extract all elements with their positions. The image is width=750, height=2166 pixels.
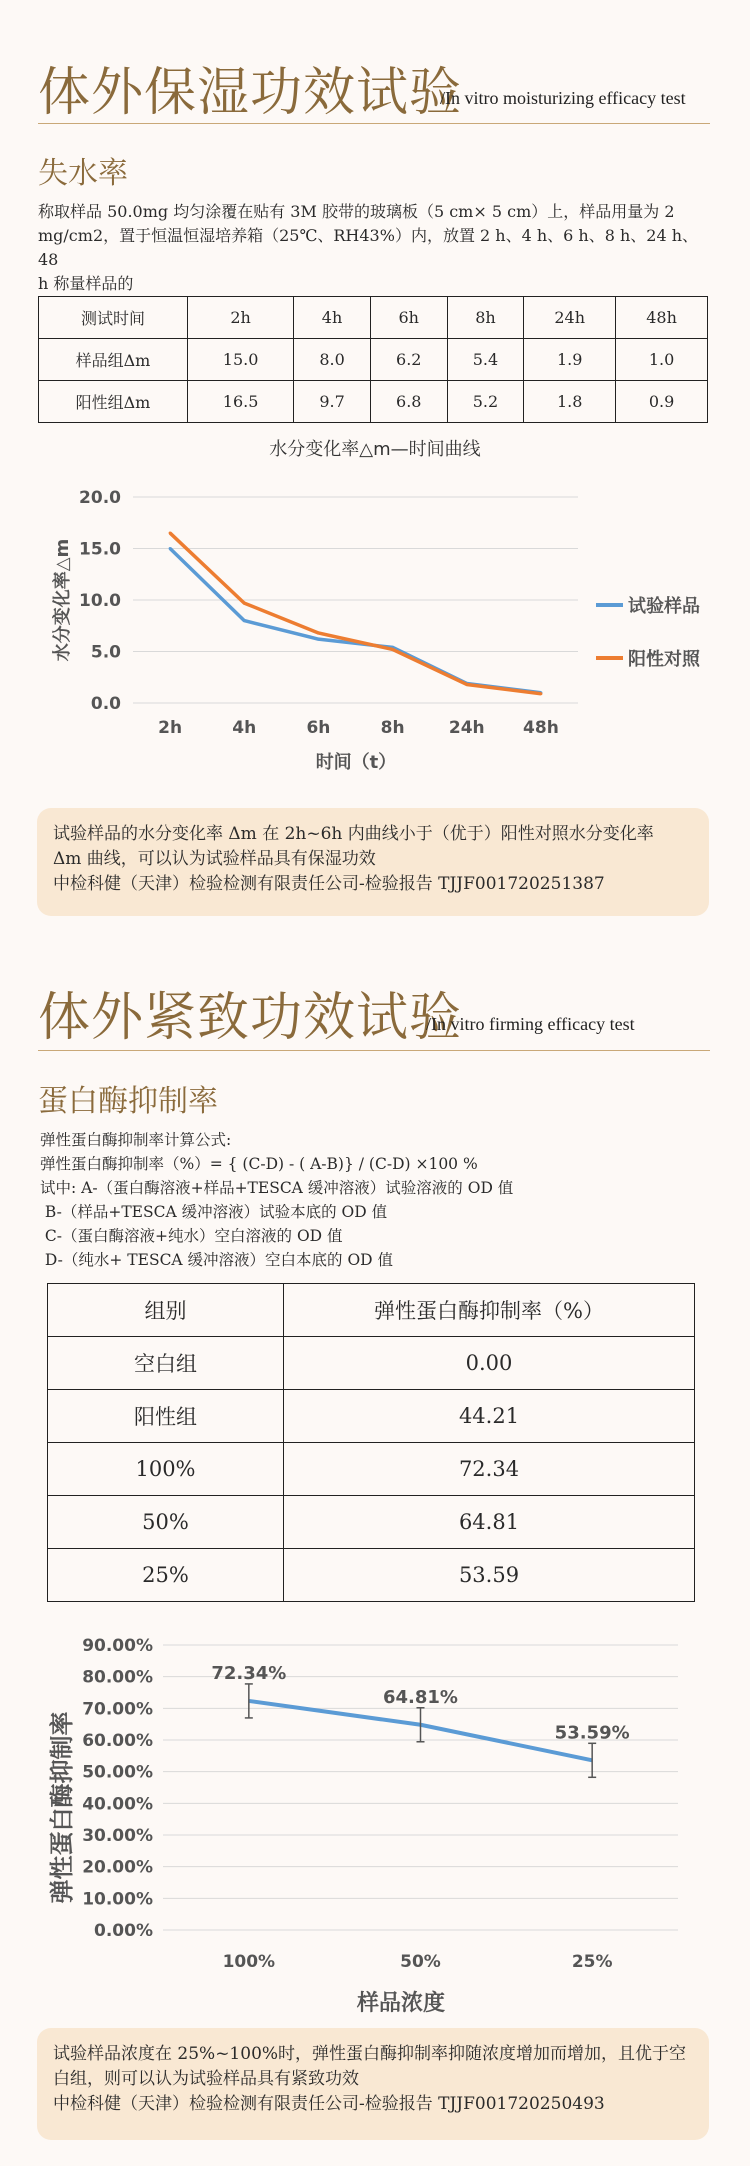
table-header-cell: 测试时间 (39, 297, 188, 339)
table-cell: 阳性组Δm (39, 381, 188, 423)
y-tick-label: 30.00% (82, 1826, 153, 1846)
firm-divider (38, 1050, 710, 1051)
table-header-row (39, 297, 708, 339)
table-cell: 9.7 (294, 381, 371, 423)
data-point (539, 692, 542, 695)
formula-line: 试中: A-（蛋白酶溶液+样品+TESCA 缓冲溶液）试验溶液的 OD 值 (40, 1179, 514, 1197)
note-line: 试验样品浓度在 25%~100%时，弹性蛋白酶抑制率抑随浓度增加而增加，且优于空 (53, 2044, 687, 2064)
x-tick-label: 6h (306, 718, 331, 738)
table-row (48, 1443, 695, 1496)
data-label: 53.59% (554, 1722, 630, 1744)
firm-conclusion (37, 2028, 709, 2140)
formula-line: 弹性蛋白酶抑制率（%）= { (C-D) - ( A-B)} / (C-D) ×100 % (40, 1155, 478, 1173)
y-tick-label: 10.0 (79, 591, 121, 611)
table-header-cell: 8h (447, 297, 524, 339)
legend-label: 试验样品 (628, 596, 700, 617)
firm-subtitle: 蛋白酶抑制率 (38, 1084, 218, 1119)
inhibition-chart (38, 1618, 718, 2018)
data-point (317, 631, 320, 634)
moist-description (38, 200, 718, 296)
y-tick-label: 20.00% (82, 1857, 153, 1878)
note-line: 中检科健（天津）检验检测有限责任公司-检验报告 TJJF001720251387 (53, 874, 605, 894)
firm-table (47, 1283, 695, 1602)
series-line-1 (170, 549, 541, 693)
moist-desc-line: h 称量样品的 (38, 274, 134, 293)
table-cell: 15.0 (188, 339, 294, 381)
moist-title: 体外保湿功效试验 (38, 63, 463, 123)
y-axis-label: 弹性蛋白酶抑制率 (48, 1711, 76, 1904)
table-cell: 53.59 (284, 1549, 695, 1602)
table-row (48, 1390, 695, 1443)
y-tick-label: 60.00% (82, 1731, 153, 1751)
y-tick-label: 10.00% (82, 1889, 153, 1910)
x-axis-label: 时间（t） (315, 752, 397, 773)
note-line: 中检科健（天津）检验检测有限责任公司-检验报告 TJJF001720250493 (53, 2094, 605, 2114)
data-point (317, 638, 320, 641)
note-line: Δm 曲线，可以认为试验样品具有保湿功效 (53, 849, 376, 869)
table-cell: 0.00 (284, 1337, 695, 1390)
y-tick-label: 20.0 (79, 488, 121, 508)
note-line: 白组，则可以认为试验样品具有紧致功效 (53, 2069, 359, 2089)
chart-title: 水分变化率△m—时间曲线 (269, 439, 481, 460)
y-tick-label: 0.00% (94, 1921, 153, 1941)
table-header-cell: 24h (524, 297, 616, 339)
y-tick-label: 40.00% (82, 1794, 153, 1815)
table-cell: 44.21 (284, 1390, 695, 1443)
y-tick-label: 90.00% (82, 1636, 153, 1656)
y-tick-label: 0.0 (90, 694, 121, 714)
moist-title-en: /In vitro moisturizing efficacy test (440, 88, 686, 108)
table-cell: 8.0 (294, 339, 371, 381)
table-row (48, 1549, 695, 1602)
table-cell: 6.2 (370, 339, 447, 381)
table-cell: 16.5 (188, 381, 294, 423)
formula-line: B-（样品+TESCA 缓冲溶液）试验本底的 OD 值 (40, 1203, 388, 1221)
table-header-cell: 6h (370, 297, 447, 339)
firm-title-en: /In vitro firming efficacy test (426, 1014, 635, 1034)
x-tick-label: 24h (448, 718, 485, 738)
y-tick-label: 80.00% (82, 1667, 153, 1688)
table-header-cell: 组别 (48, 1284, 284, 1337)
formula-line: D-（纯水+ TESCA 缓冲溶液）空白本底的 OD 值 (40, 1251, 394, 1269)
table-cell: 1.8 (524, 381, 616, 423)
table-row (48, 1496, 695, 1549)
data-point (465, 683, 468, 686)
table-cell: 50% (48, 1496, 284, 1549)
x-tick-label: 50% (400, 1952, 441, 1972)
moist-conclusion (37, 808, 709, 916)
x-axis-label: 样品浓度 (356, 1991, 446, 2016)
table-cell: 1.9 (524, 339, 616, 381)
formula-line: C-（蛋白酶溶液+纯水）空白溶液的 OD 值 (40, 1227, 343, 1245)
y-tick-label: 15.0 (79, 539, 121, 560)
table-row (48, 1337, 695, 1390)
table-cell: 样品组Δm (39, 339, 188, 381)
data-label: 64.81% (383, 1686, 458, 1708)
data-point (169, 547, 172, 550)
y-tick-label: 5.0 (90, 642, 121, 663)
x-tick-label: 2h (158, 718, 183, 738)
table-header-cell: 4h (294, 297, 371, 339)
table-cell: 25% (48, 1549, 284, 1602)
table-header-cell: 2h (188, 297, 294, 339)
firm-title: 体外紧致功效试验 (38, 988, 463, 1048)
x-tick-label: 25% (571, 1952, 613, 1972)
x-tick-label: 4h (232, 718, 257, 738)
data-point (243, 602, 246, 605)
note-line: 试验样品的水分变化率 Δm 在 2h~6h 内曲线小于（优于）阳性对照水分变化率 (53, 824, 654, 844)
data-point (169, 532, 172, 535)
table-cell: 72.34 (284, 1443, 695, 1496)
x-tick-label: 48h (523, 718, 559, 738)
x-tick-label: 100% (222, 1952, 276, 1972)
moist-subtitle: 失水率 (38, 156, 128, 191)
moist-desc-line: mg/cm2，置于恒温恒湿培养箱（25℃、RH43%）内，放置 2 h、4 h、6 h、8 h、24 h、48 (38, 226, 699, 269)
series-line-2 (170, 533, 541, 694)
y-tick-label: 50.00% (82, 1762, 153, 1783)
formula-line: 弹性蛋白酶抑制率计算公式: (40, 1131, 232, 1149)
table-cell: 5.4 (447, 339, 524, 381)
y-tick-label: 70.00% (82, 1699, 153, 1720)
y-axis-label: 水分变化率△m (52, 538, 73, 662)
table-row (39, 381, 708, 423)
table-cell: 阳性组 (48, 1390, 284, 1443)
table-cell: 100% (48, 1443, 284, 1496)
firm-formula (40, 1128, 720, 1272)
table-cell: 1.0 (616, 339, 708, 381)
moist-divider (38, 123, 710, 124)
data-label: 72.34% (211, 1662, 287, 1684)
moist-table (38, 296, 708, 423)
table-cell: 5.2 (447, 381, 524, 423)
data-point (243, 619, 246, 622)
table-header-cell: 弹性蛋白酶抑制率（%） (284, 1284, 695, 1337)
data-point (391, 648, 394, 651)
table-cell: 64.81 (284, 1496, 695, 1549)
table-header-row (48, 1284, 695, 1337)
table-cell: 空白组 (48, 1337, 284, 1390)
x-tick-label: 8h (380, 718, 405, 738)
table-cell: 0.9 (616, 381, 708, 423)
legend-label: 阳性对照 (628, 649, 700, 670)
table-cell: 6.8 (370, 381, 447, 423)
moisture-chart (38, 435, 718, 780)
table-row (39, 339, 708, 381)
table-header-cell: 48h (616, 297, 708, 339)
moist-desc-line: 称取样品 50.0mg 均匀涂覆在贴有 3M 胶带的玻璃板（5 cm× 5 cm）上，样品用量为 2 (38, 202, 675, 221)
